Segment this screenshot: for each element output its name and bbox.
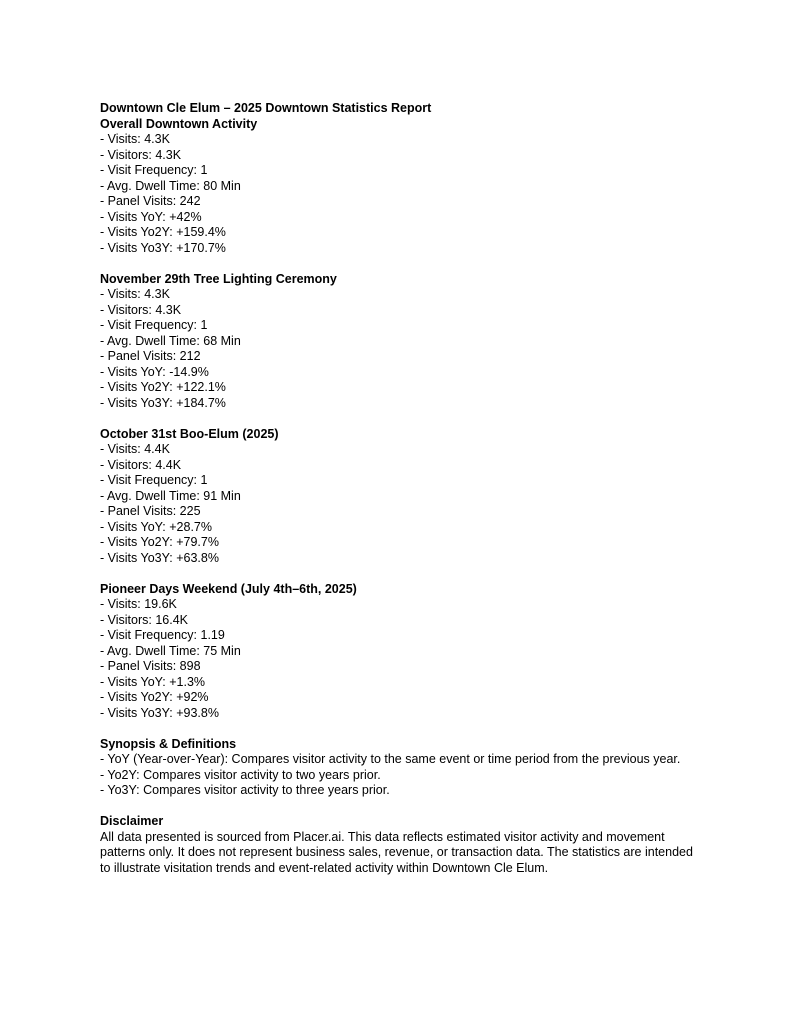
section-synopsis-definitions <box>100 737 699 799</box>
stat-line: - Visits Yo3Y: +93.8% <box>100 705 219 720</box>
stat-line: - Visits YoY: -14.9% <box>100 364 209 379</box>
stat-line: - Visits YoY: +42% <box>100 209 202 224</box>
section-disclaimer <box>100 814 699 876</box>
stat-line: - Panel Visits: 225 <box>100 504 201 518</box>
stat-line: - Visits Yo2Y: +159.4% <box>100 225 226 239</box>
stat-line: - Visit Frequency: 1.19 <box>100 628 225 642</box>
stat-line: - Panel Visits: 898 <box>100 659 201 673</box>
stat-line: - Visits: 4.4K <box>100 442 170 456</box>
stat-line: - Visits: 4.3K <box>100 132 170 146</box>
stat-line: - Visits Yo3Y: +63.8% <box>100 550 219 565</box>
stat-line: - Visits YoY: +1.3% <box>100 674 206 689</box>
stat-line: - Visits YoY: +28.7% <box>100 519 212 534</box>
section-heading: Synopsis & Definitions <box>100 736 237 751</box>
stat-line: - Panel Visits: 212 <box>100 349 201 363</box>
stat-line: - Avg. Dwell Time: 91 Min <box>100 488 241 503</box>
stat-line: - Visits Yo3Y: +170.7% <box>100 240 226 255</box>
section-pioneer-days-weekend <box>100 582 699 722</box>
stat-line: - Visit Frequency: 1 <box>100 318 208 332</box>
section-heading: Overall Downtown Activity <box>100 116 258 131</box>
stat-line: - Visits: 4.3K <box>100 287 170 301</box>
section-heading: October 31st Boo-Elum (2025) <box>100 426 279 441</box>
disclaimer-text: All data presented is sourced from Placer.ai. This data reflects estimated visitor activity and movement patterns only. It does not represent business sales, revenue, or transaction data. The statistics are intended to illustrate visitation trends and event-related activity within Downtown Cle Elum. <box>100 829 693 875</box>
document-title: Downtown Cle Elum – 2025 Downtown Statistics Report <box>100 101 432 115</box>
section-boo-elum <box>100 427 699 567</box>
stat-line: - Visits Yo2Y: +122.1% <box>100 380 226 394</box>
document-content <box>100 101 699 876</box>
definition-line: - Yo2Y: Compares visitor activity to two years prior. <box>100 767 381 782</box>
section-heading: Pioneer Days Weekend (July 4th–6th, 2025) <box>100 581 357 596</box>
stat-line: - Visit Frequency: 1 <box>100 473 208 487</box>
stat-line: - Avg. Dwell Time: 68 Min <box>100 333 241 348</box>
section-overall-downtown-activity <box>100 117 699 257</box>
stat-line: - Panel Visits: 242 <box>100 194 201 208</box>
stat-line: - Visitors: 4.4K <box>100 457 182 472</box>
stat-line: - Visitors: 4.3K <box>100 147 182 162</box>
stat-line: - Avg. Dwell Time: 80 Min <box>100 178 241 193</box>
stat-line: - Visitors: 16.4K <box>100 612 189 627</box>
definition-line: - Yo3Y: Compares visitor activity to three years prior. <box>100 783 390 797</box>
section-heading: November 29th Tree Lighting Ceremony <box>100 271 337 286</box>
section-tree-lighting-ceremony <box>100 272 699 412</box>
section-heading: Disclaimer <box>100 814 164 828</box>
stat-line: - Visitors: 4.3K <box>100 302 182 317</box>
stat-line: - Avg. Dwell Time: 75 Min <box>100 643 241 658</box>
stat-line: - Visits Yo2Y: +79.7% <box>100 535 219 549</box>
stat-line: - Visit Frequency: 1 <box>100 163 208 177</box>
stat-line: - Visits Yo3Y: +184.7% <box>100 395 226 410</box>
stat-line: - Visits: 19.6K <box>100 597 177 611</box>
definition-line: - YoY (Year-over-Year): Compares visitor activity to the same event or time period from the previous year. <box>100 752 681 766</box>
stat-line: - Visits Yo2Y: +92% <box>100 690 209 704</box>
